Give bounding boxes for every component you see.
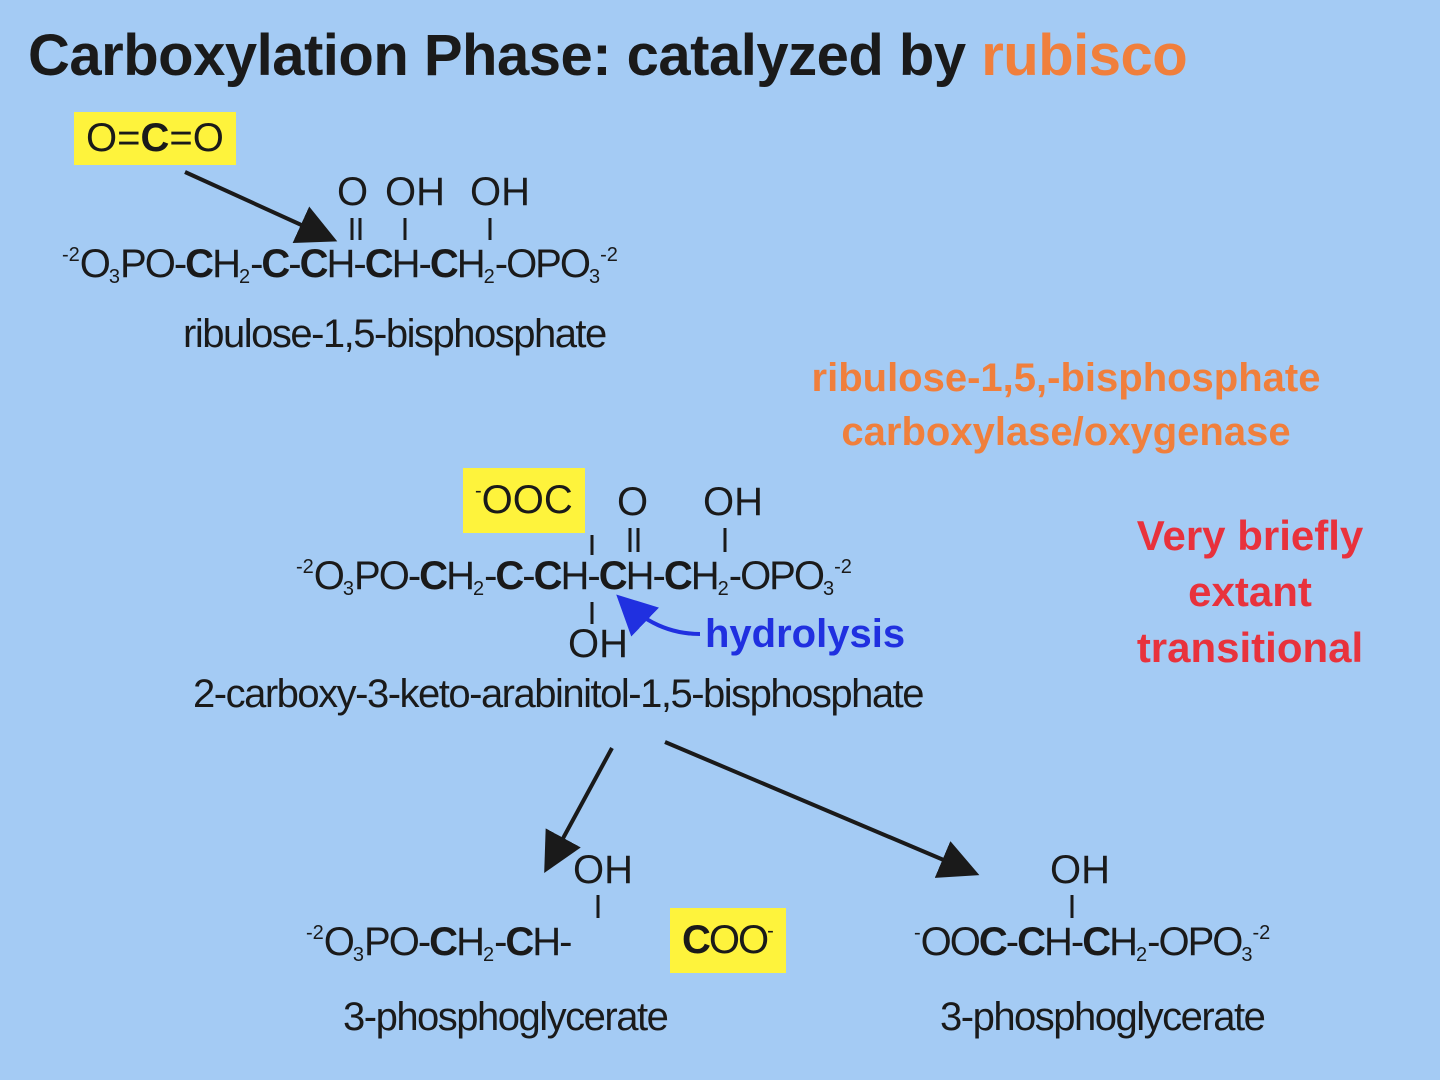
- intermediate-label: 2-carboxy-3-keto-arabinitol-1,5-bisphosphate: [193, 672, 923, 716]
- co2-left: O=: [86, 116, 141, 160]
- co2-attack-arrow: [185, 172, 330, 238]
- rubp-formula: $^{-2}O_3PO-CH_2-C-CH-CH-CH_2-OPO_3^{-2}$: [62, 242, 618, 288]
- rubp-keto-o: O: [337, 170, 369, 214]
- enzyme-name-line2: carboxylase/oxygenase: [841, 410, 1291, 454]
- left-product-oh: OH: [573, 848, 633, 892]
- left-product-carboxylate: COO-: [670, 908, 786, 973]
- title-main: Carboxylation Phase: catalyzed by: [28, 23, 982, 88]
- right-product-formula: $^-OOC-CH-CH_2-OPO_3^{-2}$: [914, 920, 1271, 966]
- hydrolysis-label: hydrolysis: [705, 612, 906, 656]
- arrow-to-right-product: [665, 742, 972, 872]
- rubp-label: ribulose-1,5-bisphosphate: [183, 312, 606, 356]
- left-product-label: 3-phosphoglycerate: [343, 995, 668, 1039]
- right-product-label: 3-phosphoglycerate: [940, 995, 1265, 1039]
- intermediate-oh-bottom: OH: [568, 622, 628, 666]
- left-product-formula: $^{-2}O_3PO-CH_2-CH-$: [306, 920, 571, 966]
- transitional-line3: transitional: [1136, 624, 1364, 671]
- hydrolysis-arrow: [622, 600, 700, 634]
- rubp-oh-1: OH: [385, 170, 445, 214]
- transitional-note: [1112, 508, 1388, 676]
- enzyme-name-line1: ribulose-1,5,-bisphosphate: [811, 356, 1321, 400]
- co2-carbon: C: [140, 116, 170, 160]
- intermediate-formula: $^{-2}O_3PO-CH_2-C-CH-CH-CH_2-OPO_3^{-2}$: [296, 554, 852, 600]
- right-product-oh: OH: [1050, 848, 1110, 892]
- co2-right: =O: [169, 116, 224, 160]
- intermediate-oh: OH: [703, 480, 763, 524]
- intermediate-carboxyl-group: -OOC: [463, 468, 585, 533]
- rubp-oh-2: OH: [470, 170, 530, 214]
- transitional-line2: extant: [1188, 568, 1312, 615]
- title-accent-rubisco: rubisco: [981, 23, 1188, 88]
- transitional-line1: Very briefly: [1136, 512, 1364, 559]
- intermediate-keto-o: O: [617, 480, 649, 524]
